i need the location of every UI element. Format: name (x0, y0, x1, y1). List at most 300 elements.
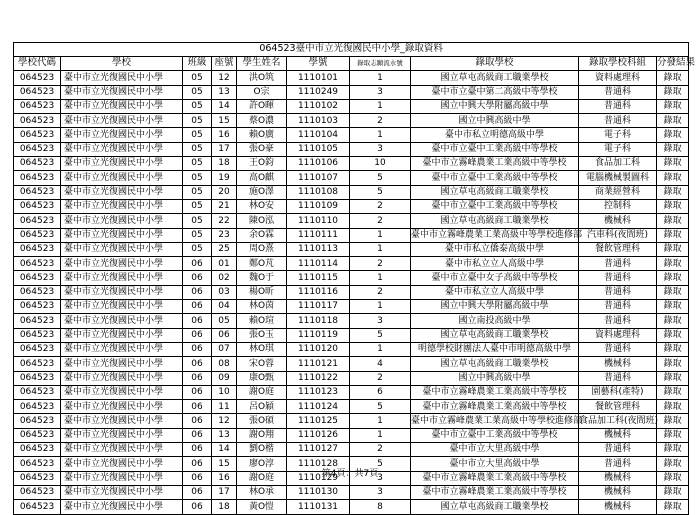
cell-choice-serial: 5 (350, 171, 411, 185)
cell-school-code: 064523 (14, 71, 61, 85)
cell-student-id: 1110108 (287, 185, 350, 199)
header-admitted-school: 錄取學校 (411, 57, 579, 71)
cell-school: 臺中市立光復國民中小學 (61, 242, 183, 256)
header-student-id: 學號 (287, 57, 350, 71)
cell-school: 臺中市立光復國民中小學 (61, 371, 183, 385)
cell-admitted-school: 臺中市立霧峰農業工業高級中等學校 (411, 400, 579, 414)
cell-admitted-program: 普通科 (579, 314, 657, 328)
cell-school-code: 064523 (14, 157, 61, 171)
admission-table-page (13, 42, 696, 515)
table-row (14, 371, 689, 385)
cell-school-code: 064523 (14, 385, 61, 399)
cell-admitted-school: 國立草屯高級商工職業學校 (411, 71, 579, 85)
header-class: 班級 (183, 57, 212, 71)
cell-result: 錄取 (657, 99, 689, 113)
cell-result: 錄取 (657, 157, 689, 171)
cell-seat: 07 (212, 342, 237, 356)
table-row (14, 171, 689, 185)
cell-admitted-school: 國立草屯高級商工職業學校 (411, 328, 579, 342)
cell-seat: 18 (212, 157, 237, 171)
cell-seat: 05 (212, 314, 237, 328)
cell-admitted-program: 普通科 (579, 85, 657, 99)
table-row (14, 300, 689, 314)
cell-admitted-school: 國立草屯高級商工職業學校 (411, 500, 579, 514)
cell-admitted-school: 臺中市私立明德高級中學 (411, 128, 579, 142)
cell-seat: 04 (212, 300, 237, 314)
cell-student-name: 陳O泓 (237, 214, 287, 228)
cell-school-code: 064523 (14, 414, 61, 428)
cell-school-code: 064523 (14, 228, 61, 242)
table-row (14, 142, 689, 156)
cell-school-code: 064523 (14, 128, 61, 142)
cell-result: 錄取 (657, 71, 689, 85)
table-title: 064523臺中市立光復國民中小學_錄取資料 (14, 43, 689, 57)
cell-school-code: 064523 (14, 457, 61, 471)
cell-admitted-school: 臺中市立霧峰農業工業高級中等學校 (411, 485, 579, 499)
cell-class: 06 (183, 328, 212, 342)
cell-result: 錄取 (657, 457, 689, 471)
cell-class: 06 (183, 314, 212, 328)
cell-student-name: 賴O瑄 (237, 314, 287, 328)
cell-school: 臺中市立光復國民中小學 (61, 457, 183, 471)
cell-student-id: 1110121 (287, 357, 350, 371)
cell-choice-serial: 5 (350, 457, 411, 471)
cell-school-code: 064523 (14, 99, 61, 113)
cell-result: 錄取 (657, 171, 689, 185)
cell-student-id: 1110117 (287, 300, 350, 314)
table-row (14, 385, 689, 399)
cell-class: 06 (183, 414, 212, 428)
cell-student-id: 1110102 (287, 99, 350, 113)
cell-admitted-program: 餐飲管理科 (579, 242, 657, 256)
cell-admitted-school: 國立草屯高級商工職業學校 (411, 214, 579, 228)
cell-school: 臺中市立光復國民中小學 (61, 214, 183, 228)
cell-student-name: 呂O穎 (237, 400, 287, 414)
cell-school: 臺中市立光復國民中小學 (61, 199, 183, 213)
cell-student-id: 1110119 (287, 328, 350, 342)
cell-student-name: O宗 (237, 85, 287, 99)
cell-seat: 12 (212, 414, 237, 428)
cell-student-id: 1110111 (287, 228, 350, 242)
cell-school-code: 064523 (14, 242, 61, 256)
table-title-row (14, 43, 689, 57)
cell-student-name: 林O安 (237, 199, 287, 213)
cell-school-code: 064523 (14, 400, 61, 414)
cell-student-name: 楊O昕 (237, 285, 287, 299)
cell-seat: 20 (212, 185, 237, 199)
table-row (14, 157, 689, 171)
cell-student-id: 1110128 (287, 457, 350, 471)
cell-student-name: 謝O庭 (237, 385, 287, 399)
cell-admitted-program: 電子科 (579, 128, 657, 142)
cell-admitted-program: 電腦機械製圖科 (579, 171, 657, 185)
cell-admitted-school: 臺中市立臺中工業高級中等學校 (411, 171, 579, 185)
cell-school-code: 064523 (14, 357, 61, 371)
cell-result: 錄取 (657, 357, 689, 371)
cell-seat: 14 (212, 443, 237, 457)
cell-school-code: 064523 (14, 214, 61, 228)
cell-school: 臺中市立光復國民中小學 (61, 342, 183, 356)
header-student-name: 學生姓名 (237, 57, 287, 71)
cell-result: 錄取 (657, 242, 689, 256)
cell-choice-serial: 1 (350, 271, 411, 285)
cell-admitted-program: 普通科 (579, 257, 657, 271)
cell-class: 06 (183, 428, 212, 442)
cell-school: 臺中市立光復國民中小學 (61, 414, 183, 428)
cell-choice-serial: 1 (350, 242, 411, 256)
cell-seat: 13 (212, 85, 237, 99)
cell-student-id: 1110123 (287, 385, 350, 399)
cell-result: 錄取 (657, 300, 689, 314)
cell-class: 05 (183, 214, 212, 228)
cell-school: 臺中市立光復國民中小學 (61, 471, 183, 485)
cell-admitted-program: 園藝科(產特) (579, 385, 657, 399)
cell-result: 錄取 (657, 85, 689, 99)
cell-student-name: 張O玉 (237, 328, 287, 342)
cell-choice-serial: 2 (350, 114, 411, 128)
cell-student-id: 1110120 (287, 342, 350, 356)
table-row (14, 357, 689, 371)
cell-student-name: 張O碩 (237, 414, 287, 428)
cell-school: 臺中市立光復國民中小學 (61, 99, 183, 113)
cell-school-code: 064523 (14, 171, 61, 185)
cell-student-id: 1110116 (287, 285, 350, 299)
cell-student-name: 黃O愷 (237, 500, 287, 514)
cell-choice-serial: 10 (350, 157, 411, 171)
cell-student-id: 1110110 (287, 214, 350, 228)
table-row (14, 85, 689, 99)
cell-school: 臺中市立光復國民中小學 (61, 157, 183, 171)
cell-admitted-program: 機械科 (579, 471, 657, 485)
cell-result: 錄取 (657, 400, 689, 414)
cell-admitted-program: 控制科 (579, 199, 657, 213)
cell-seat: 17 (212, 142, 237, 156)
cell-seat: 21 (212, 199, 237, 213)
cell-admitted-program: 機械科 (579, 357, 657, 371)
cell-school-code: 064523 (14, 342, 61, 356)
cell-choice-serial: 2 (350, 285, 411, 299)
cell-class: 06 (183, 385, 212, 399)
cell-admitted-program: 機械科 (579, 485, 657, 499)
header-school-code: 學校代碼 (14, 57, 61, 71)
cell-choice-serial: 1 (350, 414, 411, 428)
cell-student-id: 1110125 (287, 414, 350, 428)
cell-seat: 18 (212, 500, 237, 514)
cell-school-code: 064523 (14, 271, 61, 285)
cell-result: 錄取 (657, 471, 689, 485)
cell-class: 06 (183, 500, 212, 514)
cell-class: 06 (183, 371, 212, 385)
cell-choice-serial: 5 (350, 185, 411, 199)
table-row (14, 314, 689, 328)
cell-class: 05 (183, 85, 212, 99)
cell-class: 06 (183, 271, 212, 285)
cell-admitted-school: 國立南投高級中學 (411, 314, 579, 328)
cell-admitted-school: 臺中市立大里高級中學 (411, 443, 579, 457)
table-row (14, 485, 689, 499)
table-row (14, 71, 689, 85)
cell-student-id: 1110104 (287, 128, 350, 142)
cell-admitted-school: 臺中市立大里高級中學 (411, 457, 579, 471)
cell-school-code: 064523 (14, 285, 61, 299)
cell-class: 05 (183, 157, 212, 171)
cell-result: 錄取 (657, 371, 689, 385)
cell-student-name: 高O麒 (237, 171, 287, 185)
cell-result: 錄取 (657, 342, 689, 356)
cell-admitted-program: 電子科 (579, 142, 657, 156)
cell-school: 臺中市立光復國民中小學 (61, 328, 183, 342)
cell-class: 06 (183, 485, 212, 499)
cell-school: 臺中市立光復國民中小學 (61, 314, 183, 328)
cell-school: 臺中市立光復國民中小學 (61, 385, 183, 399)
table-row (14, 185, 689, 199)
cell-student-name: 康O甄 (237, 371, 287, 385)
cell-student-name: 王O鈞 (237, 157, 287, 171)
cell-seat: 14 (212, 99, 237, 113)
cell-school-code: 064523 (14, 185, 61, 199)
table-row (14, 285, 689, 299)
cell-school-code: 064523 (14, 500, 61, 514)
cell-seat: 15 (212, 114, 237, 128)
header-seat: 座號 (212, 57, 237, 71)
cell-seat: 06 (212, 328, 237, 342)
cell-class: 05 (183, 228, 212, 242)
cell-result: 錄取 (657, 285, 689, 299)
cell-class: 06 (183, 457, 212, 471)
cell-admitted-program: 普通科 (579, 371, 657, 385)
cell-admitted-school: 國立草屯高級商工職業學校 (411, 357, 579, 371)
cell-school-code: 064523 (14, 471, 61, 485)
cell-student-id: 1110118 (287, 314, 350, 328)
page-footer: 第4頁：共7頁 (321, 469, 379, 479)
cell-class: 05 (183, 128, 212, 142)
cell-student-id: 1110105 (287, 142, 350, 156)
cell-result: 錄取 (657, 328, 689, 342)
cell-choice-serial: 3 (350, 485, 411, 499)
cell-school: 臺中市立光復國民中小學 (61, 300, 183, 314)
cell-admitted-school: 國立中興高級中學 (411, 114, 579, 128)
cell-seat: 19 (212, 171, 237, 185)
cell-admitted-school: 國立中興高級中學 (411, 371, 579, 385)
cell-choice-serial: 2 (350, 371, 411, 385)
cell-student-id: 1110124 (287, 400, 350, 414)
cell-admitted-program: 機械科 (579, 214, 657, 228)
cell-admitted-school: 臺中市私立立人高級中學 (411, 285, 579, 299)
cell-admitted-program: 普通科 (579, 285, 657, 299)
cell-admitted-school: 臺中市立霧峰農業工業高級中等學校進修部 (411, 414, 579, 428)
cell-result: 錄取 (657, 314, 689, 328)
cell-admitted-school: 臺中市立臺中工業高級中等學校 (411, 142, 579, 156)
cell-class: 05 (183, 199, 212, 213)
cell-school: 臺中市立光復國民中小學 (61, 500, 183, 514)
cell-student-name: 劉O楷 (237, 443, 287, 457)
table-row (14, 114, 689, 128)
header-school: 學校 (61, 57, 183, 71)
cell-student-id: 1110122 (287, 371, 350, 385)
cell-seat: 13 (212, 428, 237, 442)
cell-school-code: 064523 (14, 114, 61, 128)
header-choice-serial: 錄取志願流水號 (350, 57, 411, 71)
table-row (14, 500, 689, 514)
cell-class: 05 (183, 71, 212, 85)
header-admitted-program: 錄取學校科組 (579, 57, 657, 71)
cell-result: 錄取 (657, 385, 689, 399)
cell-school-code: 064523 (14, 428, 61, 442)
cell-school-code: 064523 (14, 300, 61, 314)
cell-choice-serial: 1 (350, 342, 411, 356)
cell-admitted-school: 臺中市私立立人高級中學 (411, 257, 579, 271)
cell-admitted-school: 臺中市立霧峰農業工業高級中等學校 (411, 471, 579, 485)
cell-admitted-school: 臺中市立臺中工業高級中等學校 (411, 199, 579, 213)
cell-result: 錄取 (657, 443, 689, 457)
table-row (14, 443, 689, 457)
cell-result: 錄取 (657, 185, 689, 199)
cell-choice-serial: 2 (350, 257, 411, 271)
cell-school: 臺中市立光復國民中小學 (61, 257, 183, 271)
cell-student-id: 1110114 (287, 257, 350, 271)
table-row (14, 328, 689, 342)
cell-admitted-program: 機械科 (579, 500, 657, 514)
cell-seat: 12 (212, 71, 237, 85)
table-row (14, 128, 689, 142)
cell-choice-serial: 3 (350, 471, 411, 485)
cell-class: 05 (183, 185, 212, 199)
cell-seat: 16 (212, 471, 237, 485)
cell-school-code: 064523 (14, 371, 61, 385)
cell-school-code: 064523 (14, 199, 61, 213)
cell-choice-serial: 1 (350, 128, 411, 142)
cell-seat: 03 (212, 285, 237, 299)
cell-choice-serial: 2 (350, 214, 411, 228)
cell-student-name: 謝O翔 (237, 428, 287, 442)
cell-student-id: 1110109 (287, 199, 350, 213)
cell-class: 05 (183, 114, 212, 128)
cell-student-name: 洪O筑 (237, 71, 287, 85)
cell-admitted-school: 國立中興大學附屬高級中學 (411, 300, 579, 314)
cell-class: 05 (183, 99, 212, 113)
table-row (14, 400, 689, 414)
cell-choice-serial: 4 (350, 357, 411, 371)
cell-result: 錄取 (657, 271, 689, 285)
cell-class: 05 (183, 142, 212, 156)
table-row (14, 414, 689, 428)
cell-student-name: 周O熹 (237, 242, 287, 256)
cell-result: 錄取 (657, 142, 689, 156)
cell-result: 錄取 (657, 128, 689, 142)
table-row (14, 242, 689, 256)
cell-result: 錄取 (657, 485, 689, 499)
cell-student-name: 許O暉 (237, 99, 287, 113)
cell-result: 錄取 (657, 199, 689, 213)
table-row (14, 271, 689, 285)
cell-student-id: 1110113 (287, 242, 350, 256)
table-row (14, 228, 689, 242)
header-result: 分發結果 (657, 57, 689, 71)
cell-admitted-school: 國立草屯高級商工職業學校 (411, 185, 579, 199)
cell-choice-serial: 1 (350, 99, 411, 113)
cell-admitted-program: 資料處理科 (579, 328, 657, 342)
cell-admitted-school: 臺中市立霧峰農業工業高級中等學校 (411, 157, 579, 171)
cell-seat: 11 (212, 400, 237, 414)
cell-school-code: 064523 (14, 85, 61, 99)
table-row (14, 257, 689, 271)
cell-school: 臺中市立光復國民中小學 (61, 285, 183, 299)
cell-seat: 16 (212, 128, 237, 142)
cell-result: 錄取 (657, 428, 689, 442)
header-row (14, 57, 689, 71)
cell-result: 錄取 (657, 228, 689, 242)
cell-school: 臺中市立光復國民中小學 (61, 128, 183, 142)
cell-choice-serial: 3 (350, 142, 411, 156)
cell-admitted-program: 普通科 (579, 114, 657, 128)
cell-school-code: 064523 (14, 328, 61, 342)
cell-school: 臺中市立光復國民中小學 (61, 185, 183, 199)
cell-choice-serial: 3 (350, 85, 411, 99)
cell-admitted-school: 臺中市立霧峰農業工業高級中等學校進修部 (411, 228, 579, 242)
cell-admitted-program: 普通科 (579, 342, 657, 356)
cell-student-name: 林O承 (237, 485, 287, 499)
cell-choice-serial: 1 (350, 300, 411, 314)
cell-admitted-program: 食品加工科(夜間班) (579, 414, 657, 428)
cell-admitted-school: 臺中市私立僑泰高級中學 (411, 242, 579, 256)
cell-class: 06 (183, 400, 212, 414)
cell-school: 臺中市立光復國民中小學 (61, 443, 183, 457)
cell-result: 錄取 (657, 114, 689, 128)
cell-choice-serial: 1 (350, 428, 411, 442)
table-row (14, 428, 689, 442)
cell-class: 06 (183, 471, 212, 485)
cell-admitted-program: 普通科 (579, 99, 657, 113)
cell-student-name: 鄭O芃 (237, 257, 287, 271)
cell-student-name: 廖O淳 (237, 457, 287, 471)
cell-admitted-program: 機械科 (579, 428, 657, 442)
cell-result: 錄取 (657, 257, 689, 271)
cell-admitted-program: 普通科 (579, 443, 657, 457)
cell-student-id: 1110131 (287, 500, 350, 514)
cell-school: 臺中市立光復國民中小學 (61, 171, 183, 185)
cell-choice-serial: 2 (350, 443, 411, 457)
cell-result: 錄取 (657, 214, 689, 228)
cell-choice-serial: 3 (350, 314, 411, 328)
cell-school-code: 064523 (14, 314, 61, 328)
cell-student-name: 魏O于 (237, 271, 287, 285)
cell-admitted-program: 資料處理科 (579, 71, 657, 85)
cell-school: 臺中市立光復國民中小學 (61, 271, 183, 285)
cell-admitted-program: 食品加工科 (579, 157, 657, 171)
cell-result: 錄取 (657, 414, 689, 428)
cell-class: 05 (183, 242, 212, 256)
cell-student-id: 1110106 (287, 157, 350, 171)
cell-school: 臺中市立光復國民中小學 (61, 485, 183, 499)
cell-admitted-program: 汽車科(夜間班) (579, 228, 657, 242)
cell-choice-serial: 5 (350, 400, 411, 414)
cell-choice-serial: 5 (350, 328, 411, 342)
cell-admitted-school: 明德學校財團法人臺中市明德高級中學 (411, 342, 579, 356)
cell-student-id: 1110127 (287, 443, 350, 457)
cell-student-name: 余O霖 (237, 228, 287, 242)
cell-admitted-school: 臺中市立霧峰農業工業高級中等學校 (411, 385, 579, 399)
cell-seat: 02 (212, 271, 237, 285)
cell-admitted-program: 商業經營科 (579, 185, 657, 199)
cell-result: 錄取 (657, 500, 689, 514)
cell-admitted-program: 普通科 (579, 457, 657, 471)
cell-seat: 15 (212, 457, 237, 471)
cell-school: 臺中市立光復國民中小學 (61, 428, 183, 442)
cell-student-name: 張O豪 (237, 142, 287, 156)
cell-student-id: 1110107 (287, 171, 350, 185)
cell-seat: 01 (212, 257, 237, 271)
cell-seat: 22 (212, 214, 237, 228)
